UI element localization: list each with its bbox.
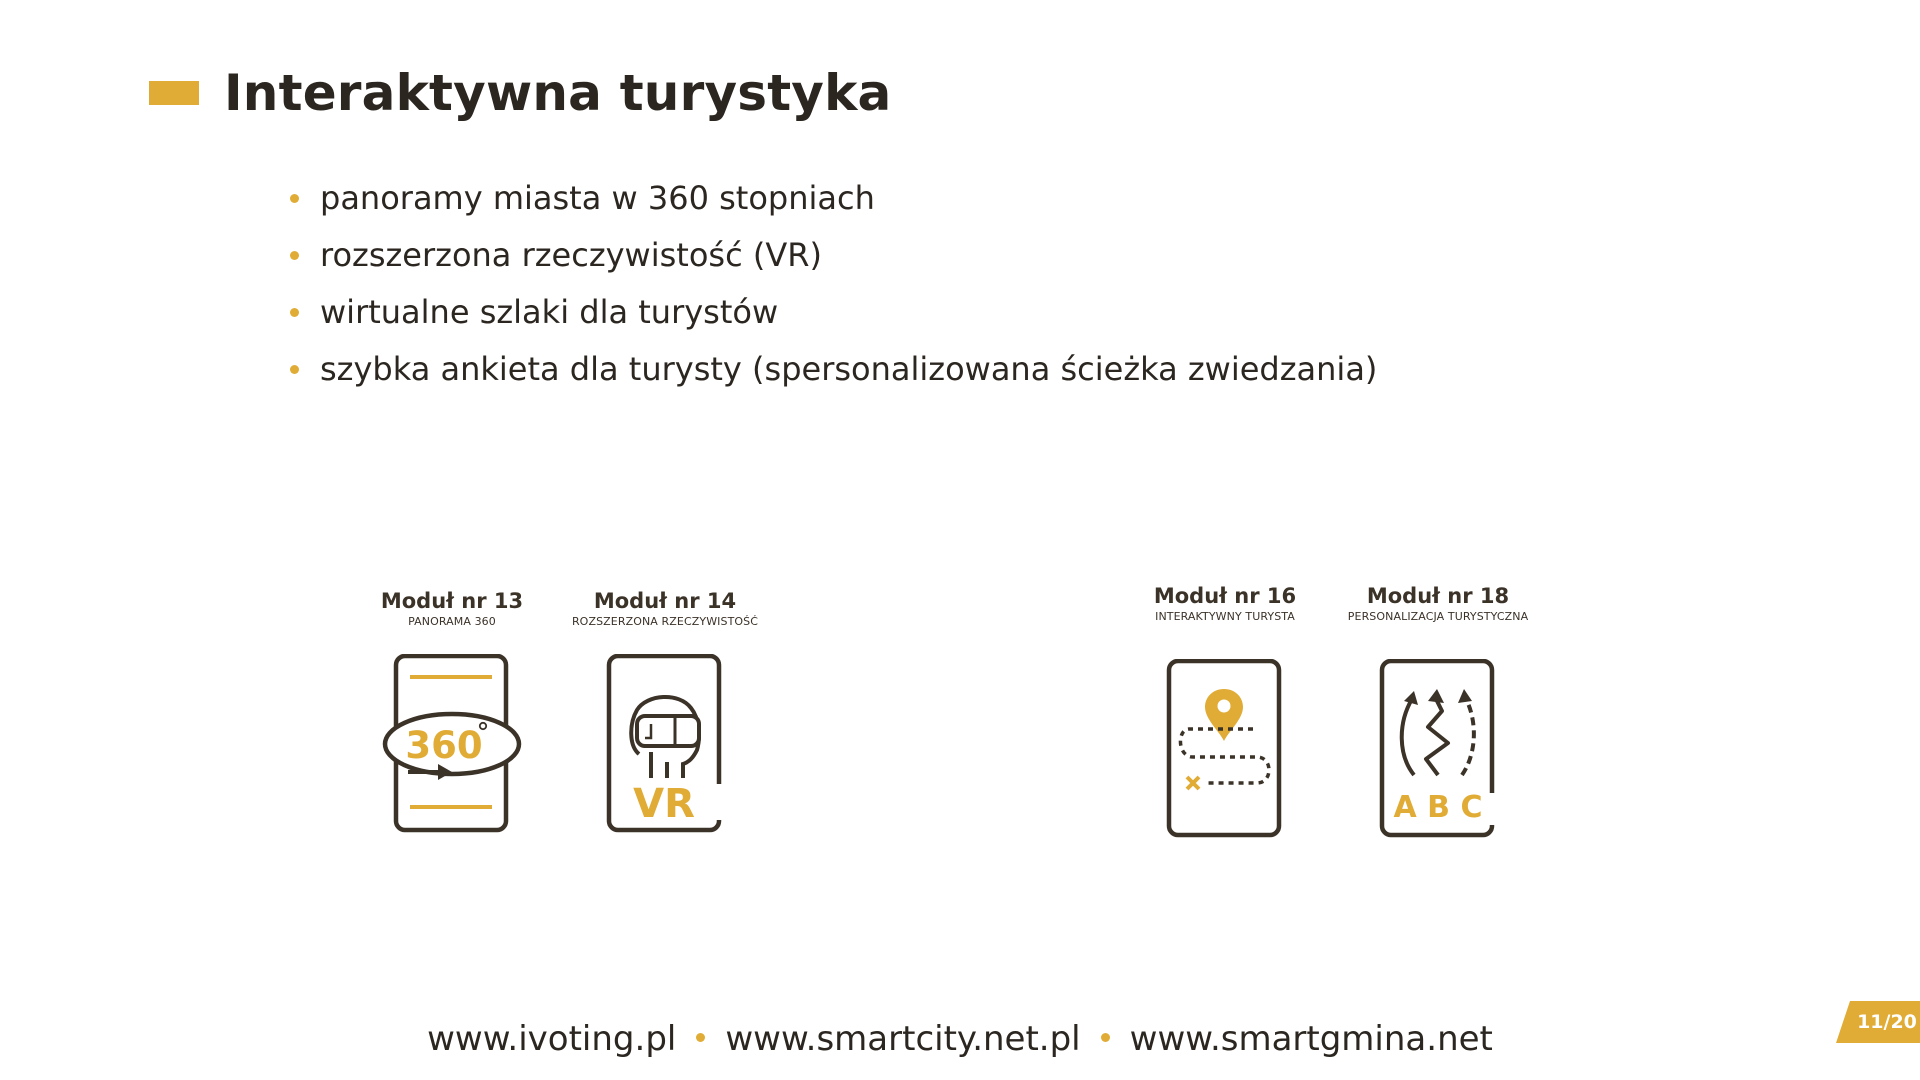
bullet-item — [290, 341, 1377, 398]
bullet-text: rozszerzona rzeczywistość (VR) — [320, 236, 822, 274]
bullet-item — [290, 170, 1377, 227]
bullet-item — [290, 227, 1377, 284]
icon-label-360: 360 — [405, 724, 483, 767]
slide-title: Interaktywna turystyka — [224, 64, 892, 122]
module-18 — [1318, 583, 1558, 825]
panorama-360-phone-icon — [380, 654, 524, 844]
footer-separator-dot — [696, 1033, 705, 1042]
footer-link-smartcity[interactable]: www.smartcity.net.pl — [725, 1019, 1081, 1059]
bullet-text: wirtualne szlaki dla turystów — [320, 293, 779, 331]
module-name: Moduł nr 18 — [1366, 584, 1510, 608]
bullet-list — [290, 170, 1377, 398]
module-subtitle: PANORAMA 360 — [408, 615, 496, 628]
vr-headset-phone-icon — [593, 654, 737, 844]
bullet-text: panoramy miasta w 360 stopniach — [320, 179, 875, 217]
footer-link-ivoting[interactable]: www.ivoting.pl — [427, 1019, 677, 1059]
module-13 — [332, 588, 572, 767]
map-route-phone-icon — [1153, 659, 1297, 849]
module-16 — [1105, 583, 1345, 625]
footer-link-smartgmina[interactable]: www.smartgmina.net — [1129, 1019, 1493, 1059]
module-name: Moduł nr 13 — [380, 589, 524, 613]
page-number: 11/20 — [1857, 1011, 1917, 1033]
bullet-dot — [290, 365, 299, 374]
module-14 — [545, 588, 785, 827]
bullet-dot — [290, 194, 299, 203]
title-accent-bar — [149, 81, 199, 105]
module-name: Moduł nr 14 — [593, 589, 737, 613]
module-subtitle: INTERAKTYWNY TURYSTA — [1155, 610, 1295, 623]
footer-links — [0, 1015, 1920, 1063]
footer-separator-dot — [1101, 1033, 1110, 1042]
page-number-badge — [1836, 1001, 1920, 1043]
icon-label-vr: VR — [633, 781, 695, 827]
bullet-dot — [290, 251, 299, 260]
icon-label-abc: A B C — [1393, 790, 1483, 825]
module-subtitle: PERSONALIZACJA TURYSTYCZNA — [1347, 610, 1529, 623]
module-subtitle: ROZSZERZONA RZECZYWISTOŚĆ — [571, 615, 759, 628]
bullet-item — [290, 284, 1377, 341]
bullet-text: szybka ankieta dla turysty (spersonalizowana ścieżka zwiedzania) — [320, 350, 1378, 388]
module-name: Moduł nr 16 — [1153, 584, 1297, 608]
bullet-dot — [290, 308, 299, 317]
personalized-path-phone-icon — [1366, 659, 1510, 849]
